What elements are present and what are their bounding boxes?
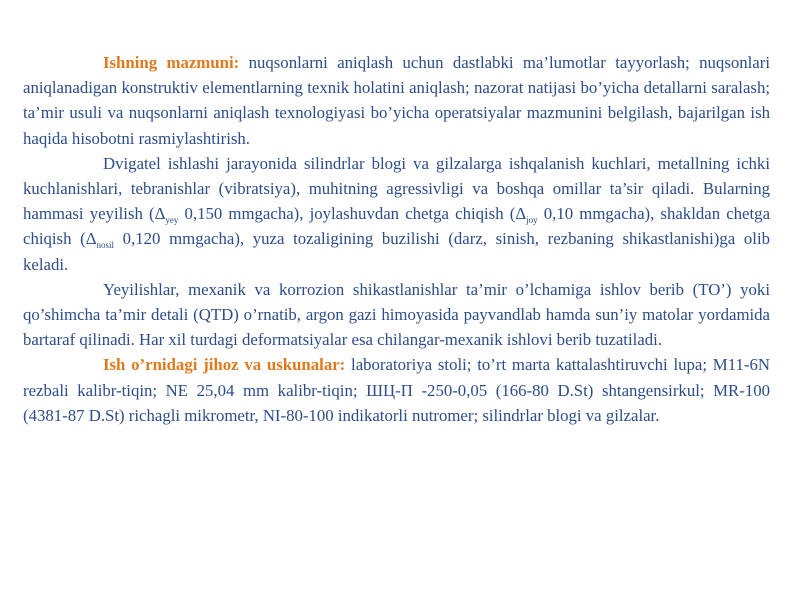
heading-equipment: Ish o’rnidagi jihoz va uskunalar: <box>103 355 346 375</box>
text-wear-part3: 0,10 mmgacha), shakldan chetga chiqish (Δ <box>23 204 771 249</box>
document-body <box>23 50 770 428</box>
text-wear-part2: 0,150 mmgacha), joylashuvdan chetga chiqish (Δ <box>178 204 527 224</box>
heading-work-content: Ishning mazmuni: <box>103 53 240 72</box>
text-wear-part1: Dvigatel ishlashi jarayonida silindrlar blogi va gilzalarga ishqalanish kuchlari, metallning ichki kuchlanishlari, tebranishlar (vibratsiya), muhitning agressivligi va boshqa omillar ta’sir qiladi. Bularning hammasi yeyilish (Δ <box>23 153 770 224</box>
text-wear-part4: 0,120 mmgacha), yuza tozaligining buzilishi (darz, sinish, rezbaning shikastlanishi)ga olib keladi. <box>23 229 770 274</box>
paragraph-repair-methods <box>23 277 770 353</box>
paragraph-equipment <box>23 352 770 428</box>
text-work-content: nuqsonlarni aniqlash uchun dastlabki ma’lumotlar tayyorlash; nuqsonlari aniqlanadigan konstruktiv elementlarning texnik holatini aniqlash; nazorat natijasi bo’yicha detallarni saralash; ta’mir usuli va nuqsonlarni aniqlash texnologiyasi bo’yicha operatsiyalar mazmunini belgilash, bajarilgan ish haqida hisobotni rasmiylashtirish. <box>23 53 770 148</box>
subscript-joy: joy <box>526 215 538 226</box>
subscript-yey: yey <box>165 215 179 226</box>
text-repair-methods: Yeyilishlar, mexanik va korrozion shikastlanishlar ta’mir o’lchamiga ishlov berib (TO’) yoki qo’shimcha ta’mir detali (QTD) o’rnatib, argon gazi himoyasida payvandlab hamda sun’iy matolar yordamida bartaraf qilinadi. Har xil turdagi deformatsiyalar esa chilangar-mexanik ishlovi berib tuzatiladi. <box>23 279 770 350</box>
subscript-nosil: nosil <box>96 240 115 251</box>
paragraph-engine-wear <box>23 151 770 277</box>
text-equipment: laboratoriya stoli; to’rt marta kattalashtiruvchi lupa; M11-6N rezbali kalibr-tiqin; NE 25,04 mm kalibr-tiqin; ШЦ-П -250-0,05 (166-80 D.St) shtangensirkul; MR-100 (4381-87 D.St) richagli mikrometr, NI-80-100 indikatorli nutromer; silindrlar blogi va gilzalar. <box>23 355 770 425</box>
paragraph-work-content <box>23 50 770 151</box>
